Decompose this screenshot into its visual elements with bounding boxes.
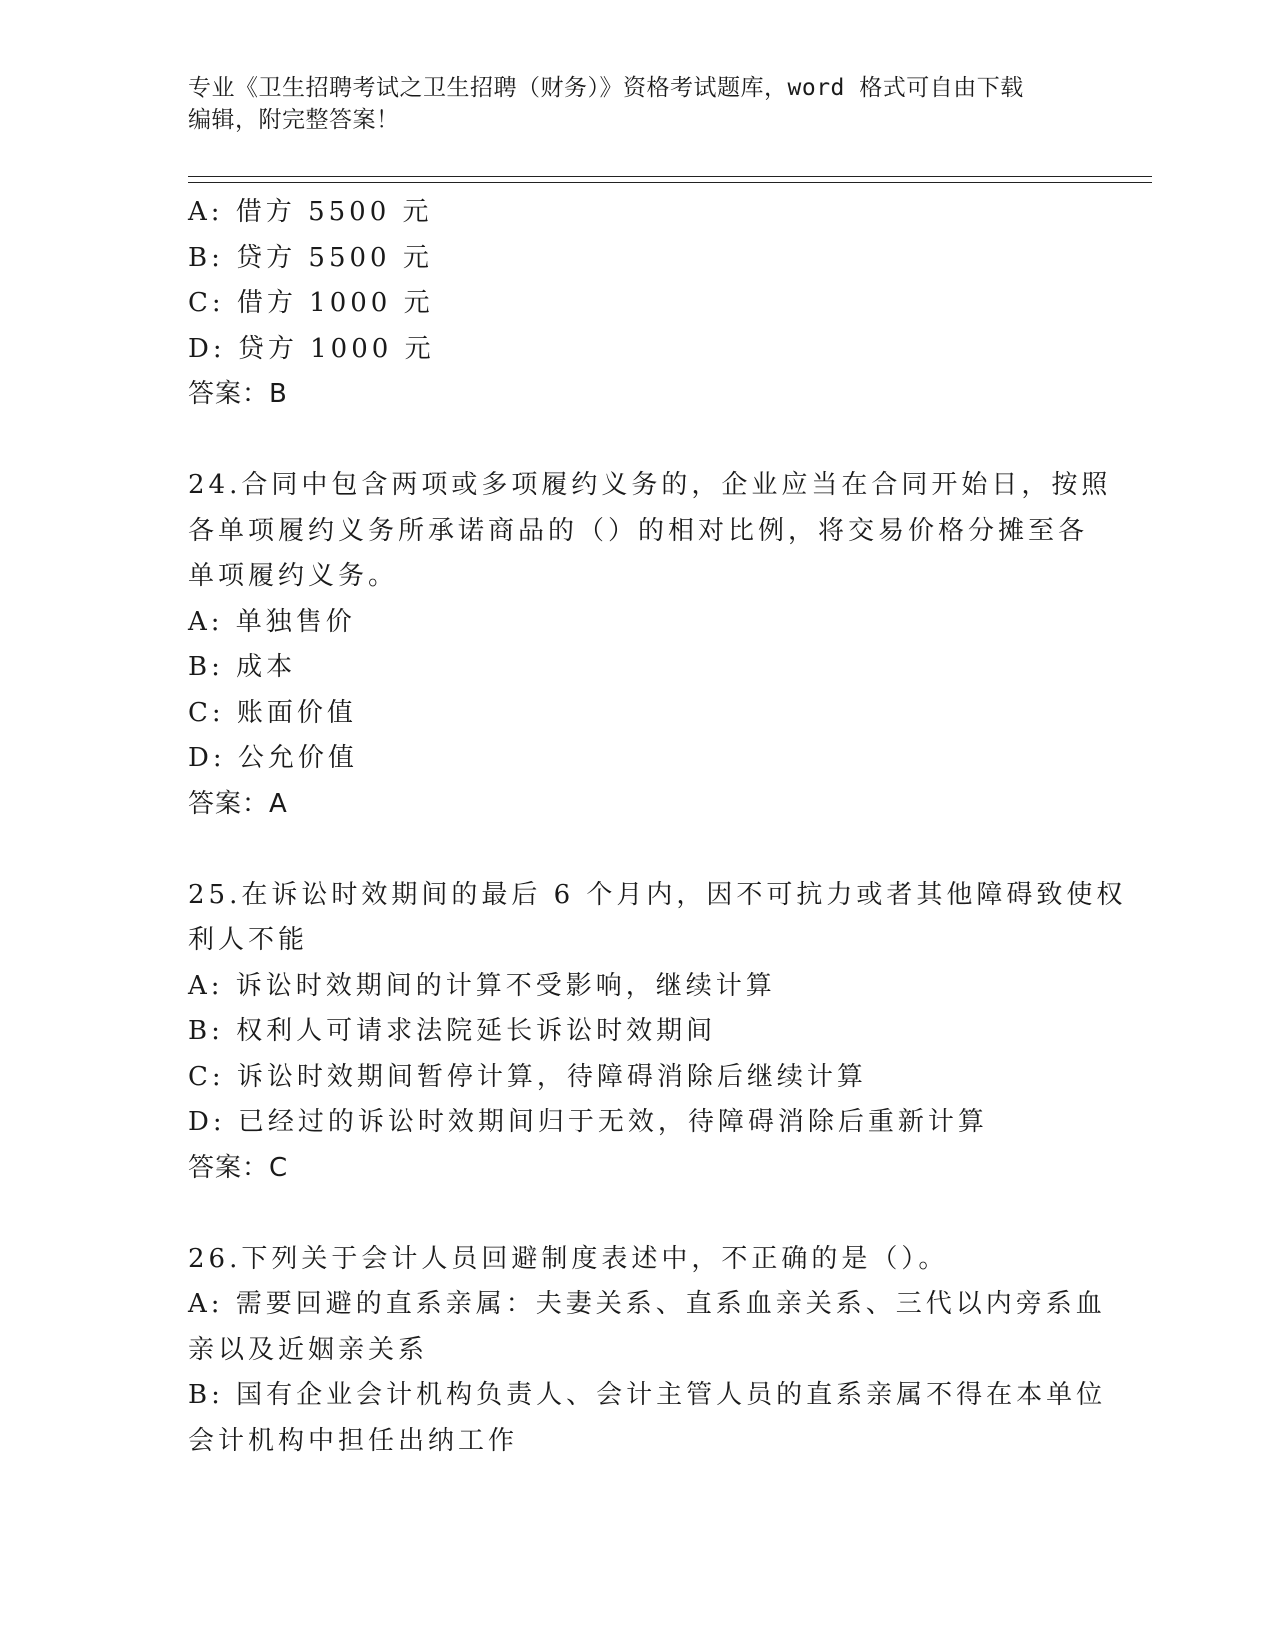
question-26 bbox=[188, 1237, 1107, 1465]
option-a-continued: 亲以及近姻亲关系 bbox=[188, 1334, 429, 1365]
header-rule-bottom bbox=[188, 182, 1152, 183]
option-b: B: 成本 bbox=[188, 652, 297, 682]
question-text: 利人不能 bbox=[188, 925, 309, 955]
question-text: 25.在诉讼时效期间的最后 6 个月内，因不可抗力或者其他障碍致使权 bbox=[188, 879, 1127, 910]
header-line-1: 专业《卫生招聘考试之卫生招聘（财务）》资格考试题库，word 格式可自由下载 bbox=[188, 75, 1024, 101]
answer-line: 答案：A bbox=[188, 788, 288, 819]
question-text: 单项履约义务。 bbox=[188, 561, 399, 591]
option-d: D: 公允价值 bbox=[188, 743, 358, 773]
option-c: C: 诉讼时效期间暂停计算，待障碍消除后继续计算 bbox=[188, 1061, 867, 1092]
option-a: A: 需要回避的直系亲属：夫妻关系、直系血亲关系、三代以内旁系血 bbox=[188, 1289, 1106, 1319]
option-b: B: 权利人可请求法院延长诉讼时效期间 bbox=[188, 1016, 717, 1046]
option-a: A: 借方 5500 元 bbox=[188, 197, 433, 227]
option-b: B: 国有企业会计机构负责人、会计主管人员的直系亲属不得在本单位 bbox=[188, 1380, 1107, 1410]
option-a: A: 单独售价 bbox=[188, 606, 356, 637]
option-d: D: 贷方 1000 元 bbox=[188, 333, 435, 364]
option-d: D: 已经过的诉讼时效期间归于无效，待障碍消除后重新计算 bbox=[188, 1107, 988, 1137]
option-b-continued: 会计机构中担任出纳工作 bbox=[188, 1425, 519, 1456]
answer-line: 答案：C bbox=[188, 1152, 289, 1183]
question-25 bbox=[188, 873, 1127, 1192]
page-header bbox=[188, 72, 1088, 136]
question-text: 24.合同中包含两项或多项履约义务的，企业应当在合同开始日，按照 bbox=[188, 470, 1112, 500]
question-23 bbox=[188, 190, 1088, 418]
question-text: 26.下列关于会计人员回避制度表述中，不正确的是（）。 bbox=[188, 1243, 949, 1274]
spacer bbox=[188, 1191, 1088, 1237]
question-24 bbox=[188, 463, 1112, 827]
option-b: B: 贷方 5500 元 bbox=[188, 242, 433, 273]
header-rule-top bbox=[188, 176, 1152, 177]
spacer bbox=[188, 827, 1088, 873]
spacer bbox=[188, 418, 1088, 464]
question-text: 各单项履约义务所承诺商品的（）的相对比例，将交易价格分摊至各 bbox=[188, 515, 1089, 546]
option-a: A: 诉讼时效期间的计算不受影响，继续计算 bbox=[188, 970, 776, 1001]
header-line-2: 编辑，附完整答案！ bbox=[188, 107, 400, 133]
option-c: C: 账面价值 bbox=[188, 697, 357, 728]
document-body bbox=[188, 190, 1127, 1464]
answer-line: 答案：B bbox=[188, 379, 288, 409]
option-c: C: 借方 1000 元 bbox=[188, 288, 434, 318]
